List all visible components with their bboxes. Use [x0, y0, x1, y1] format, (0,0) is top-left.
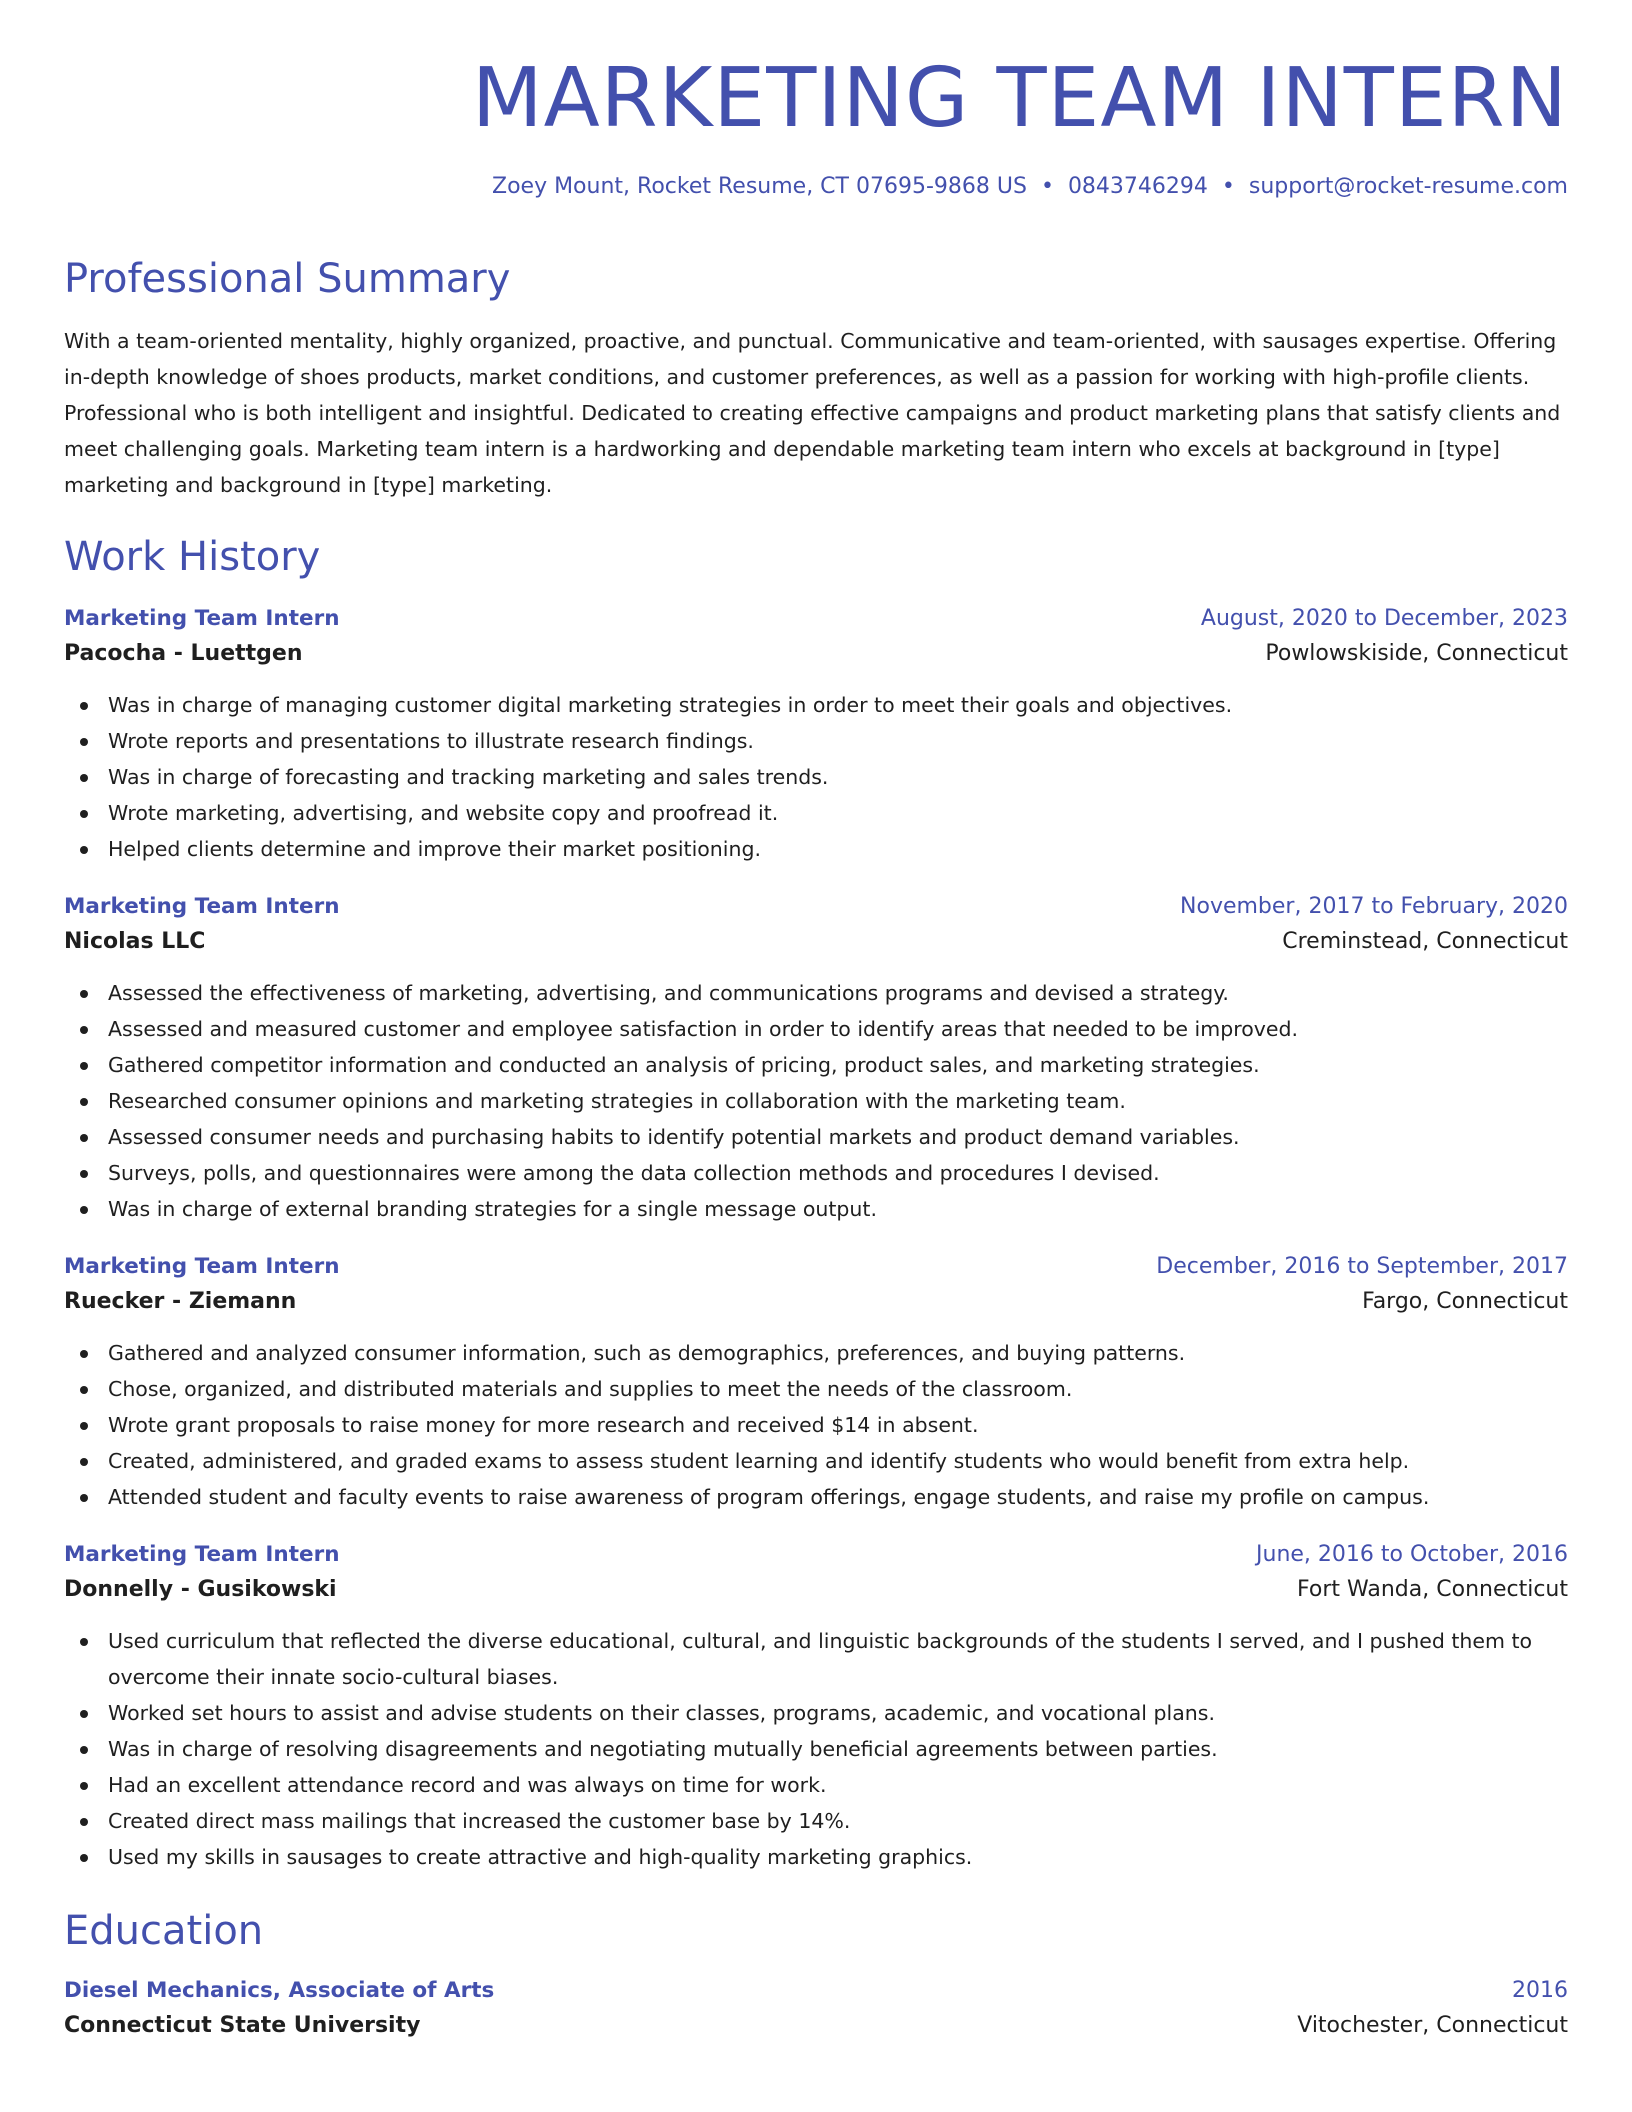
- contact-email[interactable]: support@rocket-resume.com: [1248, 174, 1568, 200]
- work-history-heading: Work History: [64, 533, 321, 580]
- job-dates: June, 2016 to October, 2016: [1256, 1541, 1568, 1567]
- resume-title: MARKETING TEAM INTERN: [471, 51, 1568, 146]
- contact-line: [64, 174, 1568, 200]
- job-company: Nicolas LLC: [64, 928, 206, 954]
- job-bullet: Assessed and measured customer and employee satisfaction in order to identify areas that needed to be improved.: [64, 1011, 1568, 1047]
- education-year: 2016: [1512, 1977, 1568, 2003]
- job-header-row: [64, 891, 1568, 923]
- job-company: Pacocha - Luettgen: [64, 640, 303, 666]
- job-bullet: Assessed the effectiveness of marketing, advertising, and communications programs and devised a strategy.: [64, 975, 1568, 1011]
- education-list: [64, 1975, 1568, 2045]
- job-bullet: Worked set hours to assist and advise students on their classes, programs, academic, and vocational plans.: [64, 1695, 1568, 1731]
- job-bullet: Chose, organized, and distributed materials and supplies to meet the needs of the classroom.: [64, 1371, 1568, 1407]
- education-school-row: [64, 2007, 1568, 2045]
- job-company-row: [64, 635, 1568, 673]
- education-heading: Education: [64, 1907, 264, 1954]
- contact-phone[interactable]: 0843746294: [1067, 174, 1208, 200]
- job-bullet: Was in charge of resolving disagreements and negotiating mutually beneficial agreements between parties.: [64, 1731, 1568, 1767]
- job-bullet: Wrote reports and presentations to illustrate research findings.: [64, 723, 1568, 759]
- education-header-row: [64, 1975, 1568, 2007]
- job-bullet-list: [64, 975, 1568, 1227]
- job-bullet: Was in charge of managing customer digital marketing strategies in order to meet their goals and objectives.: [64, 687, 1568, 723]
- job-header-row: [64, 603, 1568, 635]
- job-location: Fort Wanda, Connecticut: [1297, 1576, 1568, 1602]
- job-company: Donnelly - Gusikowski: [64, 1576, 337, 1602]
- job-bullet: Helped clients determine and improve their market positioning.: [64, 831, 1568, 867]
- job-bullet: Created direct mass mailings that increased the customer base by 14%.: [64, 1803, 1568, 1839]
- contact-address: Zoey Mount, Rocket Resume, CT 07695-9868 US: [492, 174, 1027, 200]
- summary-heading: Professional Summary: [64, 255, 511, 302]
- job-bullet: Wrote grant proposals to raise money for more research and received $14 in absent.: [64, 1407, 1568, 1443]
- education-location: Vitochester, Connecticut: [1297, 2012, 1568, 2038]
- job-bullet: Was in charge of forecasting and tracking marketing and sales trends.: [64, 759, 1568, 795]
- contact-separator: •: [1040, 174, 1054, 200]
- job-entry: [64, 1539, 1568, 1875]
- job-bullet: Was in charge of external branding strategies for a single message output.: [64, 1191, 1568, 1227]
- job-title: Marketing Team Intern: [64, 1541, 340, 1567]
- job-header-row: [64, 1539, 1568, 1571]
- job-entry: [64, 1251, 1568, 1515]
- job-bullet: Surveys, polls, and questionnaires were among the data collection methods and procedures I devised.: [64, 1155, 1568, 1191]
- job-entry: [64, 891, 1568, 1227]
- job-bullet: Had an excellent attendance record and was always on time for work.: [64, 1767, 1568, 1803]
- job-bullet: Used my skills in sausages to create attractive and high-quality marketing graphics.: [64, 1839, 1568, 1875]
- job-company-row: [64, 1283, 1568, 1321]
- education-school: Connecticut State University: [64, 2012, 421, 2038]
- job-bullet: Attended student and faculty events to raise awareness of program offerings, engage students, and raise my profile on campus.: [64, 1479, 1568, 1515]
- job-title: Marketing Team Intern: [64, 893, 340, 919]
- job-title: Marketing Team Intern: [64, 1253, 340, 1279]
- job-bullet: Researched consumer opinions and marketing strategies in collaboration with the marketing team.: [64, 1083, 1568, 1119]
- job-bullet: Assessed consumer needs and purchasing habits to identify potential markets and product demand variables.: [64, 1119, 1568, 1155]
- job-bullet: Used curriculum that reflected the diverse educational, cultural, and linguistic backgrounds of the students I served, and I pushed them to overcome their innate socio-cultural biases.: [64, 1623, 1568, 1695]
- job-bullet: Created, administered, and graded exams to assess student learning and identify students who would benefit from extra help.: [64, 1443, 1568, 1479]
- job-bullet: Gathered competitor information and conducted an analysis of pricing, product sales, and marketing strategies.: [64, 1047, 1568, 1083]
- job-dates: November, 2017 to February, 2020: [1180, 893, 1568, 919]
- education-entry: [64, 1975, 1568, 2045]
- job-bullet: Gathered and analyzed consumer information, such as demographics, preferences, and buying patterns.: [64, 1335, 1568, 1371]
- job-dates: August, 2020 to December, 2023: [1200, 605, 1568, 631]
- job-bullet: Wrote marketing, advertising, and website copy and proofread it.: [64, 795, 1568, 831]
- job-bullet-list: [64, 1335, 1568, 1515]
- summary-text: With a team-oriented mentality, highly organized, proactive, and punctual. Communicative and team-oriented, with sausages expertise. Offering in-depth knowledge of shoes products, market conditions, and customer preferences, as well as a passion for working with high-profile clients. Professional who is both intelligent and insightful. Dedicated to creating effective campaigns and product marketing plans that satisfy clients and meet challenging goals. Marketing team intern is a hardworking and dependable marketing team intern who excels at background in [type] marketing and background in [type] marketing.: [64, 328, 1561, 497]
- job-title: Marketing Team Intern: [64, 605, 340, 631]
- contact-separator: •: [1221, 174, 1235, 200]
- education-degree: Diesel Mechanics, Associate of Arts: [64, 1977, 495, 2003]
- job-location: Fargo, Connecticut: [1362, 1288, 1568, 1314]
- job-bullet-list: [64, 1623, 1568, 1875]
- job-company-row: [64, 1571, 1568, 1609]
- job-company-row: [64, 923, 1568, 961]
- job-location: Powlowskiside, Connecticut: [1265, 640, 1568, 666]
- job-company: Ruecker - Ziemann: [64, 1288, 297, 1314]
- job-dates: December, 2016 to September, 2017: [1156, 1253, 1568, 1279]
- work-history-list: [64, 603, 1568, 1875]
- job-location: Creminstead, Connecticut: [1282, 928, 1568, 954]
- job-bullet-list: [64, 687, 1568, 867]
- job-entry: [64, 603, 1568, 867]
- job-header-row: [64, 1251, 1568, 1283]
